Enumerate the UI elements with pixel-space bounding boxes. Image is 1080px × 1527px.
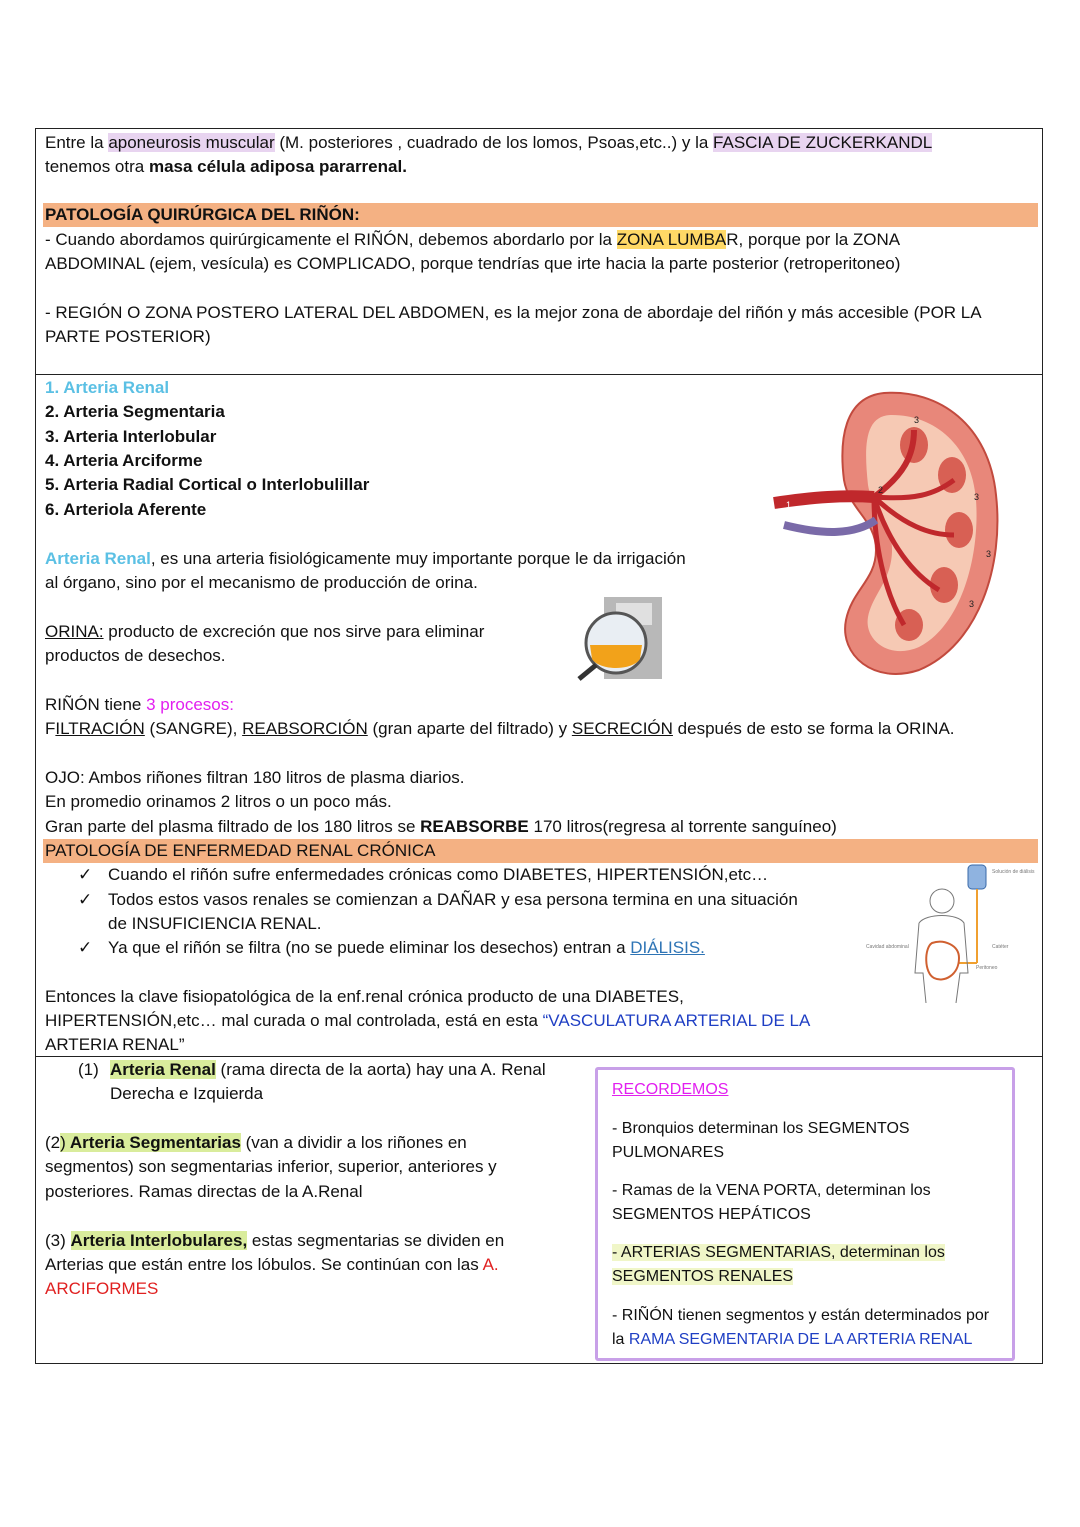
text: producto de excreción que nos sirve para eliminar [103,622,485,641]
surgery-line-3: - REGIÓN O ZONA POSTERO LATERAL DEL ABDOMEN, es la mejor zona de abordaje del riñón y más accesible (POR LA [45,303,982,322]
kidney-label: 3 [974,492,980,502]
kidney-label: 3 [969,599,975,609]
segmental-term: Arteria Segmentarias [65,1133,241,1152]
surgery-line-4: PARTE POSTERIOR) [45,327,211,346]
check-icon: ✓ [78,938,93,957]
item-number: (1) [78,1060,99,1079]
box-line [612,1328,972,1352]
box-line: PULMONARES [612,1144,725,1161]
text: SEGMENTOS RENALES [612,1268,794,1285]
filtration-term: ILTRACIÓN [55,719,145,738]
conclusion-line-3: ARTERIA RENAL” [45,1035,185,1054]
text: Ya que el riñón se filtra (no se puede eliminar los desechos) entran a [108,938,631,957]
list-item-text: 3. Arteria Interlobular [45,427,217,446]
interlobular-term: Arteria Interlobulares, [70,1231,248,1250]
heading-ckd: PATOLOGÍA DE ENFERMEDAD RENAL CRÓNICA [45,841,436,860]
adipose-bold: masa célula adiposa pararrenal. [148,157,407,176]
box-line: - Bronquios determinan los SEGMENTOS [612,1120,910,1137]
list-item-text: 6. Arteriola Aferente [45,500,207,519]
heading-surgery [45,203,360,228]
renal-artery-term: Arteria Renal [110,1060,216,1079]
orina-term: ORINA: [45,622,104,641]
text: HIPERTENSIÓN,etc… mal curada o mal controlada, está en esta [45,1011,543,1030]
kidney-illustration [764,385,1009,685]
text: RIÑÓN tiene [45,695,147,714]
text: F [45,719,56,738]
dialysis-label: Cavidad abdominal [866,944,909,950]
orina-line-1 [45,620,484,645]
box-line [612,1265,793,1289]
text: R, porque por la ZONA [726,230,901,249]
text: la [612,1331,629,1348]
text: (3) [45,1231,71,1250]
segmental-line-1 [45,1131,467,1156]
ojo-line-2: En promedio orinamos 2 litros o un poco más. [45,792,392,811]
list-item [45,400,225,425]
text: ) [60,1133,66,1152]
kidney-label: 3 [986,549,992,559]
reabsorption-term: REABSORCIÓN [242,719,368,738]
process-line [45,693,234,718]
document-frame [35,128,1043,1364]
process-detail [45,717,955,742]
urine-sample-icon [576,593,666,681]
kidney-label: 2 [878,485,884,495]
check-icon: ✓ [78,890,93,909]
interlobular-line-3: ARCIFORMES [45,1279,159,1298]
text: (M. posteriores , cuadrado de los lomos, Psoas,etc..) y la [274,133,714,152]
fascia-highlight: FASCIA DE ZUCKERKANDL [713,133,933,152]
text: estas segmentarias se dividen en [247,1231,505,1250]
segmental-line-3: posteriores. Ramas directas de la A.Renal [45,1182,363,1201]
text: (gran aparte del filtrado) y [367,719,572,738]
aponeurosis-highlight: aponeurosis muscular [108,133,275,152]
dialysis-illustration [864,863,1039,1003]
arciform-ref: A. [482,1255,499,1274]
text: , es una arteria fisiológicamente muy importante porque le da irrigación [150,549,686,568]
box-line: - Ramas de la VENA PORTA, determinan los [612,1182,931,1199]
list-item-text: 1. Arteria Renal [45,378,170,397]
dialysis-label: Solución de diálisis [992,869,1035,875]
text: (2 [45,1133,61,1152]
list-item-text: 4. Arteria Arciforme [45,451,203,470]
list-item [45,449,202,474]
interlobular-line-2 [45,1253,499,1278]
bullet-3 [78,936,705,961]
surgery-line-1 [45,228,900,253]
heading-text: PATOLOGÍA QUIRÚRGICA DEL RIÑÓN: [45,205,360,224]
segmental-branch-ref: RAMA SEGMENTARIA DE LA ARTERIA RENAL [628,1331,973,1348]
text: Arterias que están entre los lóbulos. Se continúan con las [45,1255,483,1274]
segmental-line-2: segmentos) son segmentarias inferior, superior, anteriores y [45,1157,497,1176]
renal-para-line-1 [45,547,686,572]
text: 170 litros(regresa al torrente sanguíneo) [528,817,837,836]
kidney-label: 3 [914,415,920,425]
list-item [45,376,169,401]
dialysis-link[interactable]: DIÁLISIS. [630,938,705,957]
section-surgery [36,129,1042,375]
box-line [612,1241,945,1265]
vasculature-quote: “VASCULATURA ARTERIAL DE LA [542,1011,811,1030]
text: Entre la [45,133,109,152]
box-title: RECORDEMOS [612,1081,729,1098]
dialysis-label: Peritoneo [976,965,998,971]
renal-artery-cont: Derecha e Izquierda [110,1084,264,1103]
text: - Cuando abordamos quirúrgicamente el RIÑÓN, debemos abordarlo por la [45,230,617,249]
bullet-1 [78,863,768,888]
list-item-text: 5. Arteria Radial Cortical o Interlobulillar [45,475,370,494]
text: - ARTERIAS SEGMENTARIAS, determinan los [612,1244,945,1261]
process-count: 3 procesos: [146,695,234,714]
secretion-term: SECRECIÓN [571,719,673,738]
text: Todos estos vasos renales se comienzan a DAÑAR y esa persona termina en una situación [108,890,798,909]
check-icon: ✓ [78,865,93,884]
kidney-label: 1 [786,500,792,510]
text: después de esto se forma la ORINA. [672,719,955,738]
box-line: - RIÑÓN tienen segmentos y están determinados por [612,1307,990,1324]
conclusion-line-1: Entonces la clave fisiopatológica de la enf.renal crónica producto de una DIABETES, [45,987,684,1006]
lumbar-highlight: ZONA LUMBA [616,230,727,249]
text: tenemos otra [45,157,149,176]
list-item-text: 2. Arteria Segmentaria [45,402,225,421]
conclusion-line-2 [45,1009,810,1034]
interlobular-line-1 [45,1229,504,1254]
text: Cuando el riñón sufre enfermedades crónicas como DIABETES, HIPERTENSIÓN,etc… [108,865,769,884]
intro-line-2 [45,155,407,180]
renal-para-line-2: al órgano, sino por el mecanismo de producción de orina. [45,573,478,592]
bullet-2-cont: de INSUFICIENCIA RENAL. [108,914,322,933]
text: Gran parte del plasma filtrado de los 180 litros se [45,817,421,836]
list-item [45,425,216,450]
section-segments [36,1057,1042,1363]
dialysis-label: Catéter [992,944,1009,950]
renal-artery-item [78,1058,546,1083]
recordemos-box [595,1067,1015,1361]
text: (SANGRE), [144,719,243,738]
intro-line-1 [45,131,932,156]
surgery-line-2: ABDOMINAL (ejem, vesícula) es COMPLICADO, porque tendrías que irte hacia la parte posterior (retroperitoneo) [45,254,901,273]
bullet-2 [78,888,798,913]
section-renal-artery [36,375,1042,1057]
ojo-line-3 [45,815,837,840]
ojo-line-1: OJO: Ambos riñones filtran 180 litros de plasma diarios. [45,768,465,787]
text: (rama directa de la aorta) hay una A. Renal [215,1060,546,1079]
orina-line-2: productos de desechos. [45,646,226,665]
list-item [45,498,206,523]
renal-term: Arteria Renal [45,549,151,568]
reabsorbe-bold: REABSORBE [420,817,529,836]
box-line: SEGMENTOS HEPÁTICOS [612,1206,811,1223]
text: (van a dividir a los riñones en [240,1133,467,1152]
list-item [45,473,369,498]
